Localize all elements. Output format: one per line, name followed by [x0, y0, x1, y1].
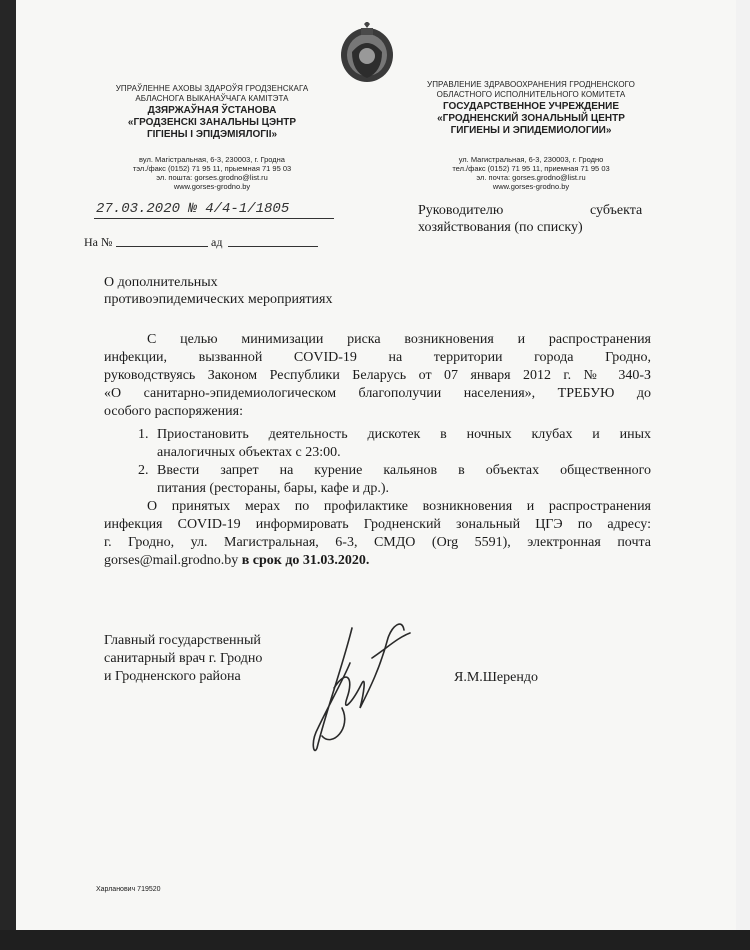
reference-ad-label: ад [211, 235, 223, 249]
image-frame-left [0, 0, 16, 950]
header-left-web: www.gorses-grodno.by [173, 182, 251, 191]
header-right-email: эл. почта: gorses.grodno@list.ru [476, 173, 586, 182]
subject-line2: противоэпидемических мероприятиях [104, 292, 333, 307]
handwritten-signature [292, 608, 422, 758]
body-p2-line2: инфекция COVID-19 информировать Гродненский зональный ЦГЭ по адресу: [104, 517, 651, 532]
signatory-name: Я.М.Шерендо [454, 670, 538, 685]
body-p2-email: gorses@mail.grodno.by [104, 553, 242, 568]
image-frame-bottom [0, 930, 750, 950]
list-item-2-number: 2. [138, 463, 149, 478]
image-frame-right [736, 0, 750, 950]
list-item-1-line1: Приостановить деятельность дискотек в ночных клубах и иных [157, 427, 651, 442]
signatory-title-line3: и Гродненского района [104, 669, 241, 684]
header-right [411, 80, 651, 191]
body-p1-line3: руководствуясь Законом Республики Беларусь от 07 января 2012 г. № 340-З [104, 368, 651, 383]
body-p2-line3: г. Гродно, ул. Магистральная, 6-3, СМДО (Org 5591), электронная почта [104, 535, 651, 550]
recipient-line2: хозяйствования (по списку) [418, 220, 583, 235]
header-right-address: ул. Магистральная, 6-3, 230003, г. Гродно [458, 155, 604, 164]
header-left-phone: тэл./факс (0152) 71 95 11, прыемная 71 95 03 [132, 164, 292, 173]
list-item-1-line2: аналогичных объектах с 23:00. [157, 445, 341, 460]
recipient-line1-right: субъекта [590, 203, 643, 218]
body-p2-line1: О принятых мерах по профилактике возникновения и распространения [147, 499, 651, 514]
header-right-line1: УПРАВЛЕНИЕ ЗДРАВООХРАНЕНИЯ ГРОДНЕНСКОГО [427, 80, 635, 89]
list-item-2-line2: питания (рестораны, бары, кафе и др.). [157, 481, 390, 496]
header-right-line5: ГИГИЕНЫ И ЭПИДЕМИОЛОГИИ» [450, 125, 612, 136]
list-item-2-line1: Ввести запрет на курение кальянов в объектах общественного [157, 463, 651, 478]
recipient-line1-left: Руководителю [418, 203, 504, 218]
list-item-1-number: 1. [138, 427, 149, 442]
signatory-title-line2: санитарный врач г. Гродно [104, 651, 263, 666]
reference-na-label: На № [84, 235, 113, 249]
body-p2-deadline: в срок до 31.03.2020. [241, 553, 370, 568]
header-left-address: вул. Магістральная, 6-3, 230003, г. Гродна [139, 155, 285, 164]
header-right-phone: тел./факс (0152) 71 95 11, приемная 71 95 03 [452, 164, 610, 173]
subject-line1: О дополнительных [104, 275, 218, 290]
signatory-title-line1: Главный государственный [104, 633, 261, 648]
header-right-line3: ГОСУДАРСТВЕННОЕ УЧРЕЖДЕНИЕ [442, 101, 620, 112]
header-right-line4: «ГРОДНЕНСКИЙ ЗОНАЛЬНЫЙ ЦЕНТР [437, 113, 625, 124]
executor-info: Харланович 719520 [96, 886, 161, 893]
body-p1-line4: «О санитарно-эпидемиологическом благополучии населения», ТРЕБУЮ до [104, 386, 651, 401]
header-left-line5: ГІГІЕНЫ І ЭПІДЭМІЯЛОГІІ» [146, 129, 278, 140]
header-left [102, 84, 322, 191]
header-left-line1: УПРАЎЛЕННЕ АХОВЫ ЗДАРОЎЯ ГРОДЗЕНСКАГА [115, 84, 309, 93]
header-left-line4: «ГРОДЗЕНСКІ ЗАНАЛЬНЫ ЦЭНТР [127, 117, 297, 128]
reference-underline [94, 218, 334, 219]
coat-of-arms-emblem [338, 22, 396, 84]
body-p1-line5: особого распоряжения: [104, 404, 243, 419]
body-p1-line2: инфекции, вызванной COVID-19 на территории города Гродно, [104, 350, 651, 365]
header-left-line3: ДЗЯРЖАЎНАЯ ЎСТАНОВА [147, 105, 277, 116]
body-p1-line1: С целью минимизации риска возникновения и распространения [147, 332, 651, 347]
reference-handwritten: 27.03.2020 № 4/4-1/1805 [96, 201, 290, 217]
header-right-line2: ОБЛАСТНОГО ИСПОЛНИТЕЛЬНОГО КОМИТЕТА [436, 90, 626, 99]
reference-ad-blank [228, 246, 318, 247]
header-left-email: эл. пошта: gorses.grodno@list.ru [156, 173, 268, 182]
header-right-web: www.gorses-grodno.by [492, 182, 570, 191]
header-left-line2: АБЛАСНОГА ВЫКАНАЎЧАГА КАМІТЭТА [135, 94, 289, 103]
reference-na-blank [116, 246, 208, 247]
letter-page [16, 0, 736, 930]
body-p2-line4 [104, 553, 369, 569]
